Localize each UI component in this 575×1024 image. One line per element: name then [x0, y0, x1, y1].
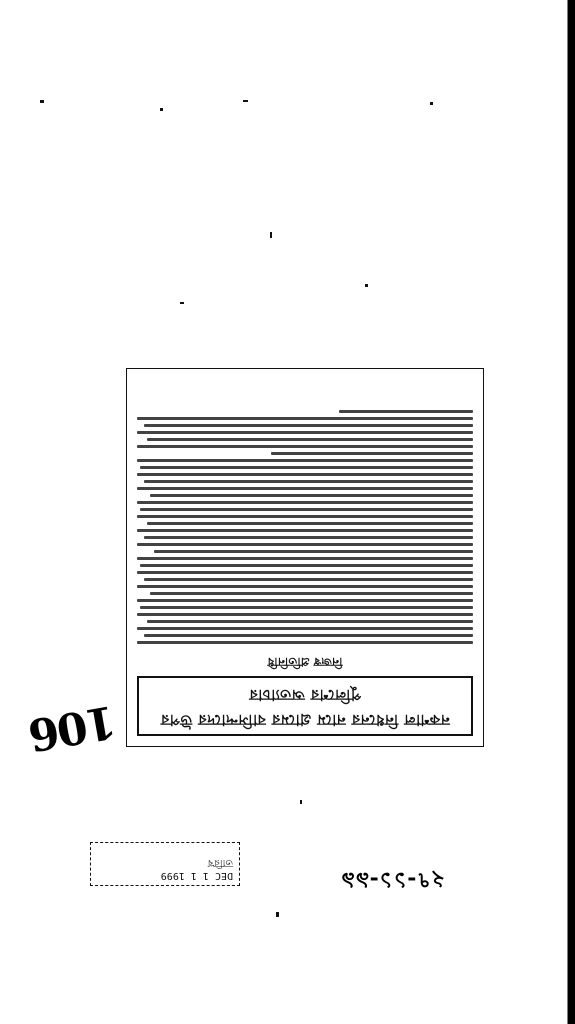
scan-speck	[243, 100, 248, 102]
scan-edge	[561, 0, 575, 1024]
date-stamp	[90, 842, 240, 886]
scan-speck	[300, 800, 302, 804]
scan-speck	[180, 302, 184, 304]
scan-speck	[270, 232, 272, 238]
stamp-label: তারিখ	[207, 857, 233, 868]
page-number: 106	[26, 694, 120, 761]
scan-speck	[430, 102, 433, 105]
scan-speck	[365, 284, 368, 287]
clipping-body-text	[137, 344, 473, 644]
scan-speck	[276, 912, 279, 917]
scan-speck	[40, 100, 44, 103]
clipping-byline: নিজস্ব প্রতিনিধি	[267, 655, 343, 669]
clipping-headline: নকশাল নিধনের নামে গ্রামের বাসিন্দাদের উপর পুলিশের অত্যাচার	[137, 676, 473, 736]
handwritten-note: ২৭-১১-৯৯	[341, 867, 445, 893]
scan-speck	[160, 108, 163, 111]
newspaper-clipping	[126, 368, 484, 747]
stamp-date: DEC 1 1 1999	[160, 870, 233, 881]
